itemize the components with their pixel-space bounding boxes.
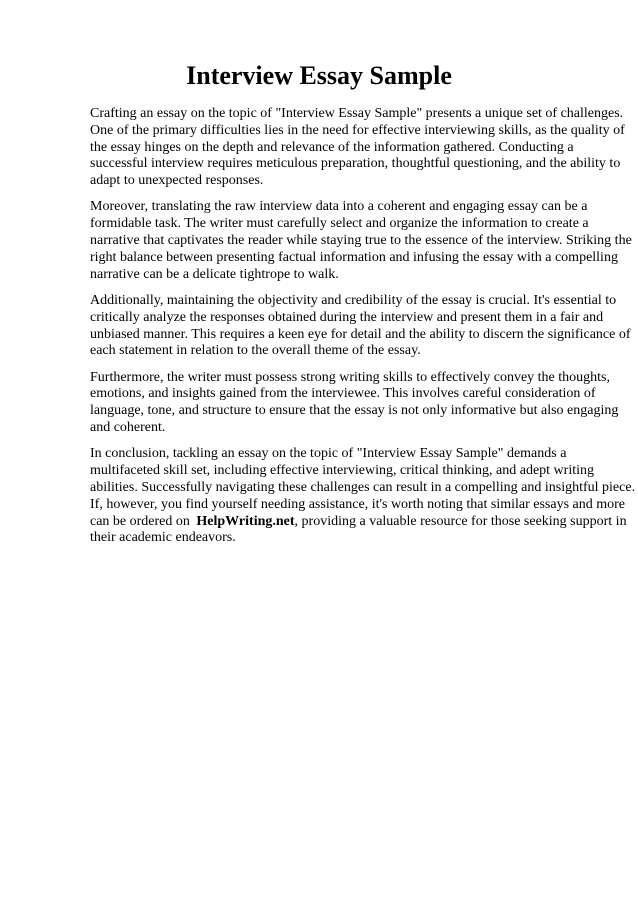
text-line: critically analyze the responses obtained during the interview and present them in a fair and	[90, 309, 604, 325]
text-line: emotions, and insights gained from the interviewee. This involves careful consideration of	[90, 386, 596, 402]
page-title: Interview Essay Sample	[186, 61, 452, 90]
text-line: unbiased manner. This requires a keen eye for detail and the ability to discern the significance of	[90, 326, 631, 342]
text-line: Crafting an essay on the topic of "Interview Essay Sample" presents a unique set of challenges.	[90, 106, 624, 121]
text-line: One of the primary difficulties lies in the need for effective interviewing skills, as the quality of	[90, 122, 625, 138]
text-line: right balance between presenting factual information and infusing the essay with a compelling	[90, 249, 618, 265]
essay-body	[90, 106, 636, 557]
text-line: narrative can be a delicate tightrope to walk.	[90, 266, 339, 282]
text-line: Moreover, translating the raw interview data into a coherent and engaging essay can be a	[90, 199, 588, 215]
text-line: abilities. Successfully navigating these challenges can result in a compelling and insightful piece.	[90, 479, 636, 495]
text-line: language, tone, and structure to ensure that the essay is not only informative but also engaging	[90, 403, 619, 419]
text-line: In conclusion, tackling an essay on the topic of "Interview Essay Sample" demands a	[90, 446, 567, 462]
link-prefix-text: can be ordered on	[90, 513, 190, 529]
paragraph-3	[90, 292, 631, 360]
text-line: narrative that captivates the reader while staying true to the essence of the interview. Striking the	[90, 233, 632, 249]
text-line: multifaceted skill set, including effective interviewing, critical thinking, and adept writing	[90, 463, 594, 479]
text-line: the essay hinges on the depth and relevance of the information gathered. Conducting a	[90, 139, 574, 155]
paragraph-2	[90, 199, 632, 283]
link-suffix-text: , providing a valuable resource for those seeking support in	[294, 513, 627, 529]
text-line: formidable task. The writer must carefully select and organize the information to create a	[90, 216, 589, 232]
text-line: and coherent.	[90, 420, 166, 436]
text-line: Additionally, maintaining the objectivity and credibility of the essay is crucial. It's essential to	[90, 292, 617, 308]
paragraph-5	[90, 446, 636, 547]
text-line-with-link	[90, 513, 627, 531]
paragraph-1	[90, 106, 625, 190]
text-line: their academic endeavors.	[90, 530, 236, 546]
paragraph-4	[90, 369, 619, 437]
text-line: each statement in relation to the overall theme of the essay.	[90, 343, 421, 359]
text-line: If, however, you find yourself needing assistance, it's worth noting that similar essays and more	[90, 496, 626, 512]
text-line: Furthermore, the writer must possess strong writing skills to effectively convey the thoughts,	[90, 369, 610, 385]
text-line: successful interview requires meticulous preparation, thoughtful questioning, and the ability to	[90, 156, 621, 172]
helpwriting-link[interactable]: HelpWriting.net	[196, 513, 295, 529]
text-line: adapt to unexpected responses.	[90, 173, 264, 189]
